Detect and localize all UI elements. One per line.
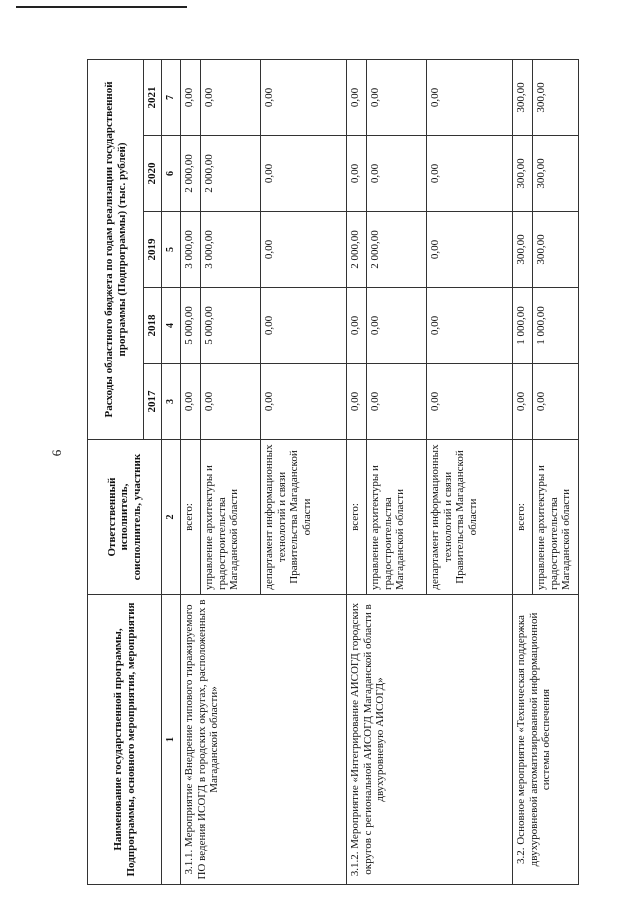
value-cell: 0,00 <box>181 364 201 440</box>
activity-name: 3.1.2. Мероприятие «Интегрирование АИСОГД городских округов с региональной АИСОГД Магаданской области в двухуровневую АИСОГД» <box>347 595 513 885</box>
column-number-row <box>162 59 181 884</box>
value-cell: 0,00 <box>427 364 513 440</box>
activity-name: 3.1.1. Мероприятие «Внедрение типового тиражируемого ПО ведения ИСОГД в городских округах, расположенных в Магаданской области» <box>181 595 347 885</box>
value-cell: 0,00 <box>261 136 347 212</box>
header-year: 2020 <box>144 136 162 212</box>
column-number: 1 <box>162 595 181 885</box>
value-cell: 0,00 <box>261 212 347 288</box>
value-cell: 0,00 <box>427 212 513 288</box>
column-number: 5 <box>162 212 181 288</box>
value-cell: 0,00 <box>513 364 533 440</box>
table-row <box>513 59 533 884</box>
expenses-table <box>87 59 579 885</box>
table-row <box>181 59 201 884</box>
value-cell: 0,00 <box>261 288 347 364</box>
value-cell: 2 000,00 <box>367 212 427 288</box>
value-cell: 1 000,00 <box>513 288 533 364</box>
executor-cell: управление архитектуры и градостроительства Магаданской области <box>533 440 579 595</box>
value-cell: 0,00 <box>533 364 579 440</box>
value-cell: 0,00 <box>261 59 347 135</box>
executor-cell: управление архитектуры и градостроительства Магаданской области <box>201 440 261 595</box>
column-number: 3 <box>162 364 181 440</box>
value-cell: 3 000,00 <box>181 212 201 288</box>
value-cell: 2 000,00 <box>201 136 261 212</box>
page-number: 6 <box>49 449 64 457</box>
executor-cell: департамент информационных технологий и связи Правительства Магаданской области <box>261 440 347 595</box>
value-cell: 0,00 <box>427 136 513 212</box>
executor-cell: всего: <box>347 440 367 595</box>
value-cell: 1 000,00 <box>533 288 579 364</box>
value-cell: 0,00 <box>347 59 367 135</box>
value-cell: 2 000,00 <box>181 136 201 212</box>
value-cell: 0,00 <box>347 364 367 440</box>
value-cell: 300,00 <box>513 59 533 135</box>
header-year: 2017 <box>144 364 162 440</box>
executor-cell: всего: <box>181 440 201 595</box>
expenses-table-sheet <box>87 60 572 885</box>
value-cell: 2 000,00 <box>347 212 367 288</box>
value-cell: 0,00 <box>201 364 261 440</box>
value-cell: 0,00 <box>201 59 261 135</box>
value-cell: 0,00 <box>367 59 427 135</box>
value-cell: 0,00 <box>427 59 513 135</box>
value-cell: 0,00 <box>261 364 347 440</box>
header-year: 2021 <box>144 59 162 135</box>
header-executor: Ответственный исполнитель, соисполнитель, участник <box>88 440 162 595</box>
activity-name: 3.2. Основное мероприятие «Техническая поддержка двухуровневой автоматизированной информационной системы обеспечения <box>513 595 579 885</box>
executor-cell: департамент информационных технологий и связи Правительства Магаданской области <box>427 440 513 595</box>
value-cell: 0,00 <box>427 288 513 364</box>
value-cell: 0,00 <box>367 288 427 364</box>
value-cell: 0,00 <box>367 364 427 440</box>
value-cell: 3 000,00 <box>201 212 261 288</box>
column-number: 7 <box>162 59 181 135</box>
header-year: 2019 <box>144 212 162 288</box>
value-cell: 5 000,00 <box>181 288 201 364</box>
header-year: 2018 <box>144 288 162 364</box>
value-cell: 5 000,00 <box>201 288 261 364</box>
value-cell: 300,00 <box>513 212 533 288</box>
column-number: 6 <box>162 136 181 212</box>
header-expenses: Расходы областного бюджета по годам реализации государственной программы (Подпрограммы) (тыс. рублей) <box>88 59 144 439</box>
table-row <box>347 59 367 884</box>
column-number: 4 <box>162 288 181 364</box>
value-cell: 0,00 <box>181 59 201 135</box>
executor-cell: всего: <box>513 440 533 595</box>
value-cell: 300,00 <box>533 59 579 135</box>
column-number: 2 <box>162 440 181 595</box>
value-cell: 300,00 <box>533 212 579 288</box>
value-cell: 0,00 <box>367 136 427 212</box>
value-cell: 300,00 <box>513 136 533 212</box>
value-cell: 0,00 <box>347 288 367 364</box>
header-name: Наименование государственной программы, Подпрограммы, основного мероприятия, мероприятия <box>88 595 162 885</box>
value-cell: 0,00 <box>347 136 367 212</box>
top-rule <box>16 6 187 8</box>
value-cell: 300,00 <box>533 136 579 212</box>
executor-cell: управление архитектуры и градостроительства Магаданской области <box>367 440 427 595</box>
